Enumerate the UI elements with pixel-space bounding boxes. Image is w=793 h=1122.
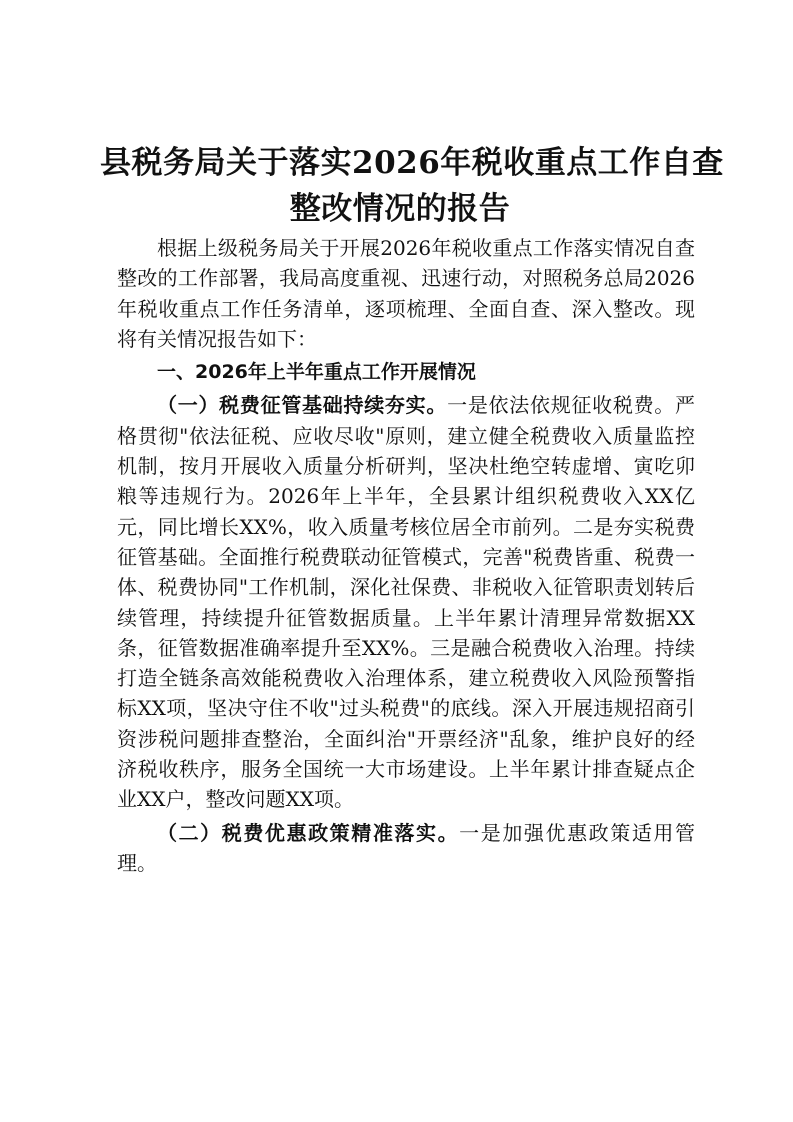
- item-1-paragraph: [117, 390, 695, 814]
- intro-paragraph: 根据上级税务局关于开展2026年税收重点工作落实情况自查整改的工作部署，我局高度重视、迅速行动，对照税务总局2026年税收重点工作任务清单，逐项梳理、全面自查、深入整改。现将有关情况报告如下：: [117, 236, 695, 351]
- document-body: [117, 233, 695, 881]
- item-2-lead: （二）税费优惠政策精准落实。: [157, 820, 460, 845]
- title-line-2: 整改情况的报告: [289, 191, 511, 227]
- item-2-text: 一是加强优惠政策适用管理。: [117, 820, 696, 875]
- document-title: [100, 140, 724, 232]
- section-heading-1: 一、2026年上半年重点工作开展情况: [157, 361, 476, 384]
- title-line-1: 县税务局关于落实2026年税收重点工作自查: [100, 145, 724, 181]
- item-2-paragraph: [117, 818, 695, 879]
- item-1-lead: （一）税费征管基础持续夯实。: [157, 393, 448, 418]
- item-1-text: 一是依法依规征收税费。严格贯彻"依法征税、应收尽收"原则，建立健全税费收入质量监控机制，按月开展收入质量分析研判，坚决杜绝空转虚增、寅吃卯粮等违规行为。2026年上半年，全县累计组织税费收入XX亿元，同比增长XX%，收入质量考核位居全市前列。二是夯实税费征管基础。全面推行税费联动征管模式，完善"税费皆重、税费一体、税费协同"工作机制，深化社保费、非税收入征管职责划转后续管理，持续提升征管数据质量。上半年累计清理异常数据XX条，征管数据准确率提升至XX%。三是融合税费收入治理。持续打造全链条高效能税费收入治理体系，建立税费收入风险预警指标XX项，坚决守住不收"过头税费"的底线。深入开展违规招商引资涉税问题排查整治，全面纠治"开票经济"乱象，维护良好的经济税收秩序，服务全国统一大市场建设。上半年累计排查疑点企业XX户，整改问题XX项。: [117, 393, 696, 812]
